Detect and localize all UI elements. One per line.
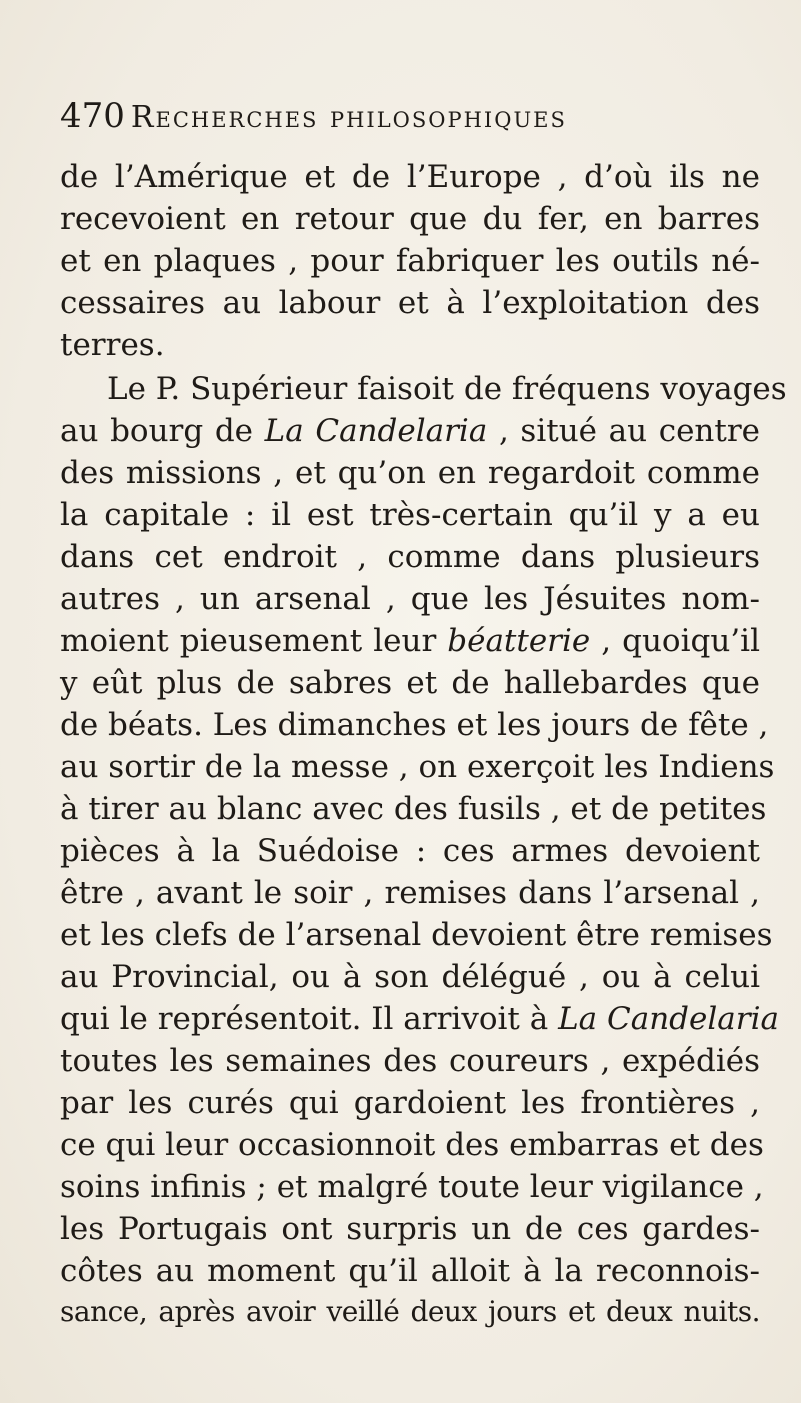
- text-line: [60, 1209, 760, 1249]
- text-line: [60, 663, 760, 703]
- text-segment: les Portugais ont surpris un de ces gardes-: [60, 1211, 760, 1247]
- text-line: [60, 1251, 760, 1291]
- text-segment: qui le représentoit. Il arrivoit à: [60, 1001, 559, 1037]
- text-segment: de béats. Les dimanches et les jours de fête ,: [60, 707, 769, 743]
- text-line: [60, 1041, 760, 1081]
- text-segment: , quoiqu’il: [590, 623, 760, 659]
- text-line: [60, 621, 760, 661]
- text-line: [60, 1125, 764, 1165]
- italic-text-segment: La Candelaria: [558, 1001, 779, 1037]
- text-segment: ce qui leur occasionnoit des embarras et des: [60, 1127, 764, 1163]
- text-segment: soins infinis ; et malgré toute leur vigilance ,: [60, 1169, 764, 1205]
- text-line: [60, 283, 760, 323]
- text-segment: des missions , et qu’on en regardoit comme: [60, 455, 760, 491]
- text-line: [60, 999, 779, 1039]
- text-line: [60, 411, 760, 451]
- page-number: 470: [60, 96, 125, 136]
- text-segment: dans cet endroit , comme dans plusieurs: [60, 539, 760, 575]
- italic-text-segment: La Candelaria: [264, 413, 488, 449]
- text-line: [60, 831, 760, 871]
- text-segment: à tirer au blanc avec des fusils , et de petites: [60, 791, 767, 827]
- text-segment: côtes au moment qu’il alloit à la reconnois-: [60, 1253, 760, 1289]
- text-line: [60, 157, 760, 197]
- text-segment: cessaires au labour et à l’exploitation des: [60, 285, 760, 321]
- text-segment: par les curés qui gardoient les frontières ,: [60, 1085, 760, 1121]
- text-segment: , situé au centre: [487, 413, 761, 449]
- text-line: [107, 369, 787, 409]
- text-segment: et en plaques , pour fabriquer les outils né-: [60, 243, 760, 279]
- text-segment: moient pieusement leur: [60, 623, 448, 659]
- text-segment: toutes les semaines des coureurs , expédiés: [60, 1043, 760, 1079]
- running-head: Recherches philosophiques: [130, 100, 567, 135]
- text-line: [60, 453, 760, 493]
- text-segment: pièces à la Suédoise : ces armes devoient: [60, 833, 760, 869]
- text-line: [60, 1167, 764, 1207]
- text-line: [60, 915, 773, 955]
- text-line: [60, 325, 760, 365]
- text-segment: au sortir de la messe , on exerçoit les Indiens: [60, 749, 775, 785]
- text-segment: terres.: [60, 327, 165, 363]
- text-line: [60, 199, 760, 239]
- text-segment: autres , un arsenal , que les Jésuites nom-: [60, 581, 760, 617]
- text-line: [60, 873, 760, 913]
- text-line: [60, 495, 760, 535]
- text-segment: recevoient en retour que du fer, en barres: [60, 201, 760, 237]
- text-segment: au Provincial, ou à son délégué , ou à celui: [60, 959, 760, 995]
- italic-text-segment: béatterie: [447, 623, 591, 659]
- text-line: [60, 537, 760, 577]
- text-segment: et les clefs de l’arsenal devoient être remises: [60, 917, 773, 953]
- text-line: [60, 789, 767, 829]
- text-segment: Le P. Supérieur faisoit de fréquens voyages: [107, 371, 787, 407]
- text-line: [60, 241, 760, 281]
- text-line: [60, 579, 760, 619]
- text-segment: la capitale : il est très-certain qu’il y a eu: [60, 497, 760, 533]
- text-segment: au bourg de: [60, 413, 265, 449]
- text-line: [60, 1083, 760, 1123]
- text-line: [60, 747, 775, 787]
- text-line: [60, 957, 760, 997]
- text-segment: sance, après avoir veillé deux jours et deux nuits.: [60, 1295, 760, 1328]
- text-line: [60, 705, 769, 745]
- text-line: [60, 1292, 760, 1332]
- text-segment: être , avant le soir , remises dans l’arsenal ,: [60, 875, 760, 911]
- text-segment: y eût plus de sabres et de hallebardes que: [60, 665, 760, 701]
- text-segment: de l’Amérique et de l’Europe , d’où ils ne: [60, 159, 760, 195]
